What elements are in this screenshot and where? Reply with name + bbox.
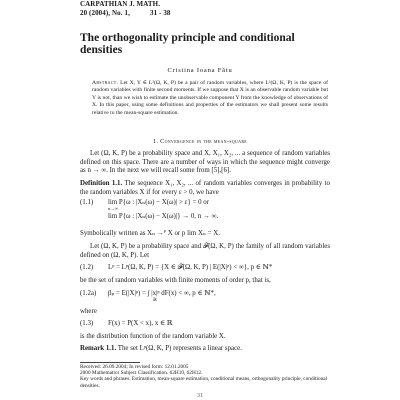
definition-text: The sequence X₁, X₂, ... of random variables converges in probability to the random variables X if for every ε > 0, we have xyxy=(80,180,330,196)
equation-number-1-3: (1.3) xyxy=(80,320,94,327)
footnote-divider xyxy=(80,362,140,363)
equation-number-1-2: (1.2) xyxy=(80,264,94,271)
abstract-label: Abstract. xyxy=(92,80,119,86)
journal-name: CARPATHIAN J. MATH. xyxy=(80,0,161,8)
equation-1-2a: βₚ = E(|X|ᵖ) = ∫ |x|ᵖ dF(x) < ∞, p ∈ ℕ*, xyxy=(108,290,216,297)
definition-label: Definition 1.1. xyxy=(80,180,123,187)
paragraph-moments: be the set of random variables with finite moments of order p, that is, xyxy=(80,277,271,284)
symbolic-notation: Symbolically written as Xₙ →ᴾ X or p lim Xₙ = X. xyxy=(80,230,220,237)
integral-limit: ℝ xyxy=(153,297,157,302)
equation-1-1-line-1: lim P{ω : |Xₙ(ω) − X(ω)| > ε} = 0 or xyxy=(108,199,209,206)
equation-1-1-limit: n→∞ xyxy=(108,206,118,211)
page-range: 31 - 38 xyxy=(150,9,171,17)
footnote-msc: 2000 Mathematics Subject Classification. 62H10, 62H12. xyxy=(80,370,203,376)
author-name: Cristina Ioana Fătu xyxy=(167,67,233,74)
abstract xyxy=(92,80,328,117)
equation-1-3: F(x) = P(X < x), x ∈ ℝ xyxy=(108,320,173,327)
paragraph-distribution: is the distribution function of the random variable X. xyxy=(80,333,226,340)
abstract-text: Let X, Y ∈ L²(Ω, K, P) be a pair of random variables, where L²(Ω, K, P) is the space of random variables with finite second moments. If we suppose that X is an observable random variable but Y is not, than we wish to estimate the unobservable component Y from the knowledge of observations of X. In this paper, using some definitions and properties of the estimators we shall present some results relative to the mean-square estimation. xyxy=(92,80,328,116)
page-number: 31 xyxy=(197,393,203,399)
section-heading: 1. Convergence in the mean-square xyxy=(152,138,248,145)
where-text: where xyxy=(80,308,97,315)
definition-block xyxy=(80,180,330,197)
remark-block xyxy=(80,345,330,354)
paper-title-line-1: The orthogonality principle and conditional xyxy=(80,32,295,44)
equation-1-1-line-2: lim P{ω : |Xₙ(ω) − X(ω)|} → 0, n → ∞. xyxy=(108,213,219,220)
remark-label: Remark 1.1. xyxy=(80,345,117,352)
equation-1-2: Lᵖ = Lᵖ(Ω, K, P) = {X ∈ 𝓕(Ω, K, P) | E(|X|ᵖ) < ∞}, p ∈ ℕ* xyxy=(108,264,273,271)
paragraph-family: Let (Ω, K, P) be a probability space and 𝓕(Ω, K, P) the family of all random variables defined on (Ω, K, P). Let xyxy=(80,243,330,259)
equation-number-1-2a: (1.2a) xyxy=(80,290,97,297)
equation-number-1-1: (1.1) xyxy=(80,199,94,206)
volume-issue: 20 (2004), No. 1, xyxy=(80,9,130,17)
paragraph-intro: Let (Ω, K, P) be a probability space and X, X₁, X₂, ... a sequence of random variables defined on this space. There are a number of ways in which the sequence might converge as n → ∞. In the next we will recall some from [5],[6]. xyxy=(80,150,330,175)
footnote-keywords: Key words and phrases. Estimation, mean-square estimation, conditional means, orthogonality principle, conditional densities. xyxy=(80,376,328,389)
paper-title-line-2: densities xyxy=(80,44,123,56)
footnote-received: Received: 26.09.2004; In revised form: 12.01.2005 xyxy=(80,364,189,370)
remark-text: The set Lᵖ(Ω, K, P) represents a linear space. xyxy=(117,345,242,352)
